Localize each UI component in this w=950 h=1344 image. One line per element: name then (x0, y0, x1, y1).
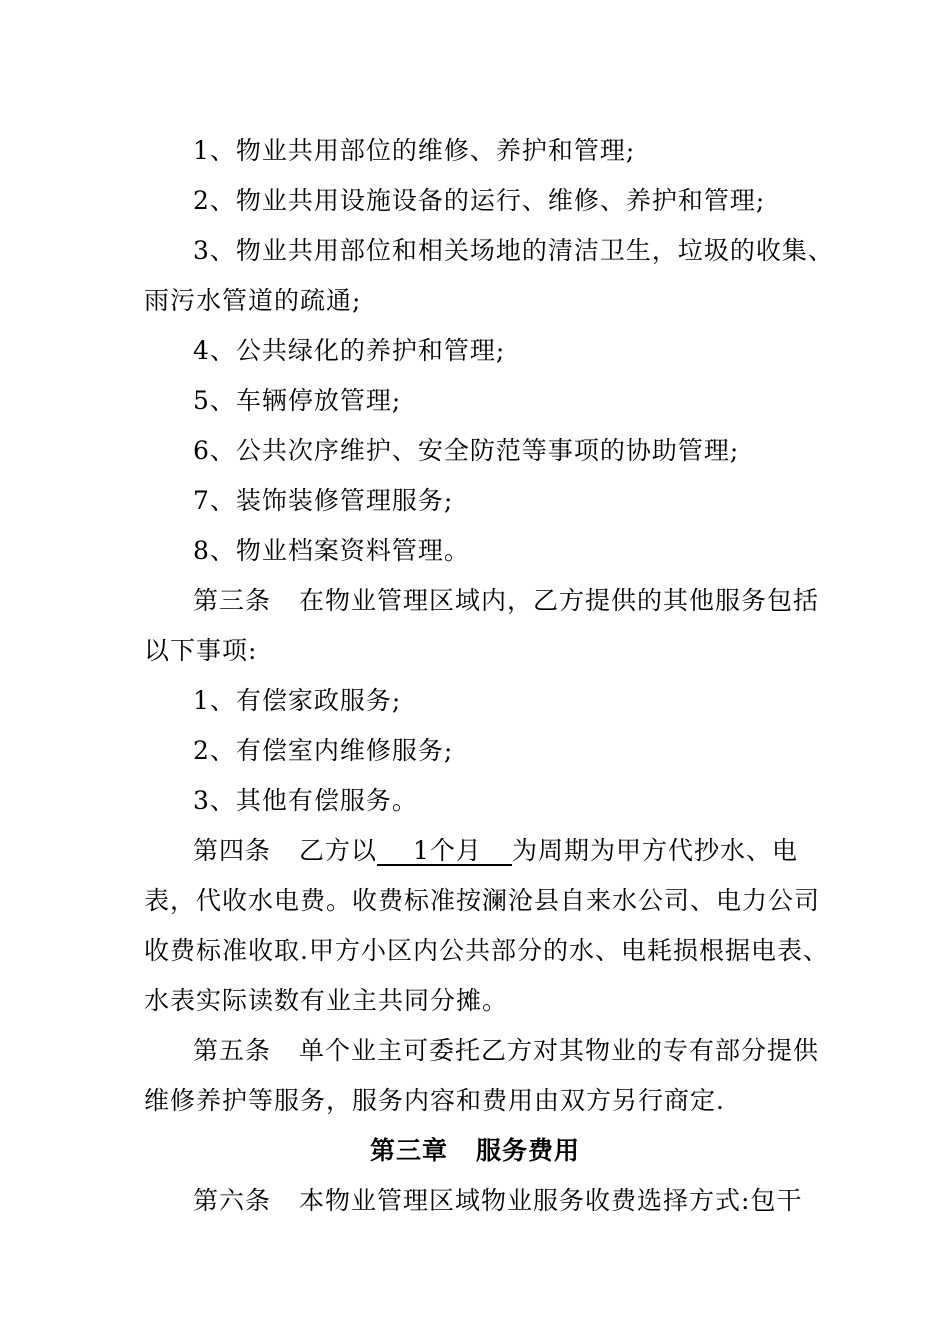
list-item: 3、其他有偿服务。 (193, 786, 418, 815)
list-item: 6、公共次序维护、安全防范等事项的协助管理; (193, 436, 740, 465)
article-6-text: 本物业管理区域物业服务收费选择方式:包干 (299, 1186, 803, 1215)
article-6-label: 第六条 (193, 1186, 272, 1215)
article-6-line (193, 1186, 802, 1216)
list-item: 1、物业共用部位的维修、养护和管理; (193, 136, 636, 165)
article-4-label: 第四条 (193, 836, 272, 865)
chapter-title: 服务费用 (476, 1136, 581, 1165)
article-4-suffix: 为周期为甲方代抄水、电 (511, 836, 798, 865)
article-5-text: 单个业主可委托乙方对其物业的专有部分提供 (299, 1036, 820, 1065)
article-4-prefix: 乙方以 (299, 836, 378, 865)
article-4-continuation: 收费标准收取.甲方小区内公共部分的水、电耗损根据电表、 (144, 936, 829, 965)
article-3-text: 在物业管理区域内，乙方提供的其他服务包括 (299, 586, 820, 615)
list-item: 2、有偿室内维修服务; (193, 736, 454, 765)
article-3-label: 第三条 (193, 586, 272, 615)
list-item-continuation: 雨污水管道的疏通; (144, 286, 362, 315)
list-item: 5、车辆停放管理; (193, 386, 402, 415)
chapter-heading (0, 1136, 950, 1166)
list-item: 1、有偿家政服务; (193, 686, 402, 715)
list-item: 7、装饰装修管理服务; (193, 486, 454, 515)
article-3-line (193, 586, 819, 616)
list-item: 4、公共绿化的养护和管理; (193, 336, 506, 365)
article-4-continuation: 表，代收水电费。收费标准按澜沧县自来水公司、电力公司 (144, 886, 821, 915)
article-5-continuation: 维修养护等服务，服务内容和费用由双方另行商定. (144, 1086, 725, 1115)
article-4-line (193, 836, 798, 866)
list-item: 3、物业共用部位和相关场地的清洁卫生，垃圾的收集、 (193, 236, 834, 265)
article-4-continuation: 水表实际读数有业主共同分摊。 (144, 986, 509, 1015)
period-blank-field: 1个月 (377, 838, 512, 866)
article-5-label: 第五条 (193, 1036, 272, 1065)
article-3-continuation: 以下事项: (144, 636, 258, 665)
list-item: 8、物业档案资料管理。 (193, 536, 470, 565)
chapter-label: 第三章 (369, 1136, 448, 1165)
list-item: 2、物业共用设施设备的运行、维修、养护和管理; (193, 186, 766, 215)
article-5-line (193, 1036, 819, 1066)
